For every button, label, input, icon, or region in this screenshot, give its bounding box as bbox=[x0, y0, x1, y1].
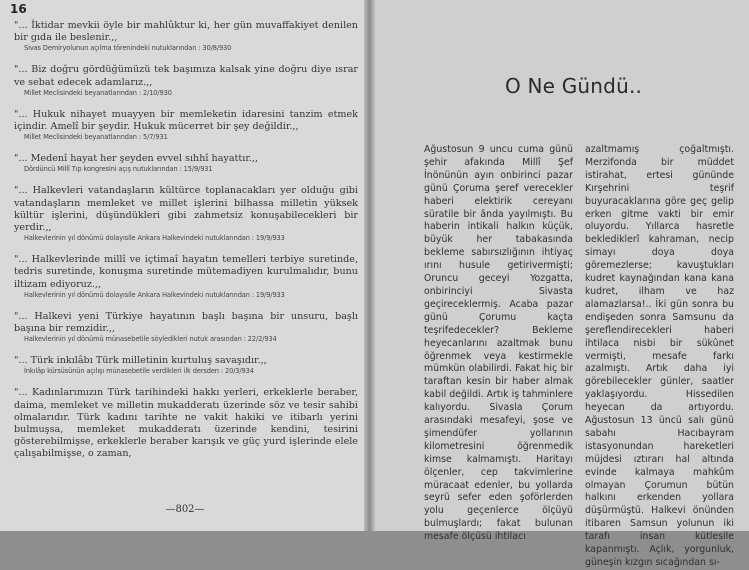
quote-item bbox=[14, 355, 358, 376]
quote-item bbox=[14, 153, 358, 174]
quote-text: "... Biz doğru gördüğümüzü tek başımıza kalsak yine doğru diye ısrar ve sebat edecek adamlarız.,, bbox=[14, 64, 358, 88]
folio-number: —802— bbox=[165, 504, 205, 515]
quote-source: Halkevlerinin yıl dönümü dolayısile Ankara Halkevindeki nutuklarından : 19/9/933 bbox=[24, 234, 285, 243]
quote-source: Millet Meclisindeki beyanatlarından : 2/10/930 bbox=[24, 88, 172, 97]
article-column-right: azaltmamış çoğaltmıştı. Merzifonda bir müddet istirahat, ertesi gününde Kırşehrini teşrif buyuracaklarına göre geç gelip erken gitme vakti bir emir oluyordu. Yıllarca hasretle beklediklerî kahraman, necip simayı doya doya göremezlerse; kavuştukları kudret kaynağından kana kana kudret, ilham ve haz alamazlarsa!.. İki gün sonra bu endişeden sonra Samsunu da şereflendirecekleri haberi ihtilaca nisbi bir sükûnet vermişti, mesafe farkı azalmıştı. Artık daha iyi görebilecekler günler, saatler yaklaşıyordu. Hissedilen heyecan da artıyordu. Ağustosun 13 üncü salı günü sabahı Hacıbayram istasyonundan hareketleri müjdesi ıztırarı hal altında evinde kalmaya mahkûm olmayan Çorumun bütün halkını erkenden yollara düşürmüştü. Halkevi önünden itibaren Samsun yolunun iki tarafı insan kütlesile kapanmıştı. Açlık, yorgunluk, güneşin kızgın sıcağından sı- bbox=[585, 144, 734, 568]
quote-text: "... Halkevi yeni Türkiye hayatının başlı başına bir unsuru, başlı başına bir remzidir.,, bbox=[14, 310, 358, 335]
quote-source: Dördüncü Millî Tıp kongresini açış nutuklarından : 15/9/931 bbox=[24, 165, 213, 174]
quote-text: "... Halkevlerinde millî ve içtimaî hayatın temelleri terbiye suretinde, tedris suretinde, konuşma suretinde mütemadiyen kurulmalıdır, bunu iltizam ediyoruz.,, bbox=[14, 254, 358, 290]
quote-item bbox=[14, 185, 358, 243]
article-column-left: Ağustosun 9 uncu cuma günü şehir afakında Millî Şef İnönünün ayın onbirinci pazar günü Çoruma şeref verecekler haberi elektirik cereyanı süratile bir ânda yayılmıştı. Bu haberin intikali halkın küçük, büyük her tabakasında bekleme sabırsızlığının ihtiyaç ırını husule getirivermişti; Oruncu geceyi Yozgatta, onbirinciyi Sivasta geçireceklermiş. Acaba pazar günü Çorumu kaçta teşrifedecekler? Bekleme heyecanlarını azaltmak bunu öğrenmek veya kestirmekle mümkün olabilirdi. Fakat hiç bir taraftan kesin bir haber almak kabil değildi. Artık iş tahminlere kalıyordu. Sivasla Çorum arasındaki mesafeyi, şose ve şimendüfer yollarının kilometresini öğrenmedik kimse kalmamıştı. Haritayı ölçenler, cep takvimlerine müracaat edenler, bu yollarda seyrü sefer eden şoförlerden yolu geçenlerce ölçüyü bulmuşlardı; fakat bulunan mesafe ölçüsü ihtilacı bbox=[424, 144, 573, 543]
quote-item bbox=[14, 254, 358, 300]
quote-item bbox=[14, 109, 358, 142]
quote-text: "... Türk inkılâbı Türk milletinin kurtuluş savaşıdır.,, bbox=[14, 355, 267, 367]
book-gutter bbox=[364, 0, 376, 531]
quote-item bbox=[14, 387, 358, 460]
left-page bbox=[0, 0, 370, 531]
article-title: O Ne Gündü.. bbox=[505, 74, 643, 98]
quote-source: Millet Meclisindeki beyanatlarından : 5/7/931 bbox=[24, 133, 168, 142]
quote-item bbox=[14, 311, 358, 344]
quote-item bbox=[14, 64, 358, 97]
quote-text: "... Medenî hayat her şeyden evvel sıhhî hayattır.,, bbox=[14, 153, 259, 165]
quote-text: "... İktidar mevkii öyle bir mahlûktur ki, her gün muvaffakiyet denilen bir gıda ile beslenir.,, bbox=[14, 20, 358, 44]
quote-source: Sivas Demiryolunun açılma törenindeki nutuklarından : 30/8/930 bbox=[24, 44, 232, 53]
quote-text: "... Kadınlarımızın Türk tarihindeki hakkı yerleri, erkeklerle beraber, daima, memleket ve milletin mukadderatı üzerinde söz ve tesir sahibi olmalarıdır. Türk kadını tarihte ne vakit hakiki ve itibarlı yerini bulmuşsa, memleket mukadderatı üzerinde kendini, tesirini gösterebilmişse, erkeklerle beraber karışık ve güç yurd işlerinde elele çalışabilmişse, o zaman, bbox=[14, 387, 358, 460]
quote-source: Halkevlerinin yıl dönümü dolayısile Ankara Halkevindeki nutuklarından : 19/9/933 bbox=[24, 290, 285, 299]
quote-source: Halkevlerinin yıl dönümü münasebetile söyledikleri nutuk arasından : 22/2/934 bbox=[24, 335, 277, 344]
quote-item bbox=[14, 20, 358, 53]
quote-text: "... Halkevleri vatandaşların kültürce toplanacakları yer olduğu gibi vatandaşların memleket ve millet işlerini bilhassa milletin yüksek kültür işlerini, düşündükleri gibi zahmetsiz konuşabilecekleri bir yerdir.,, bbox=[14, 185, 358, 234]
quote-text: "... Hukuk nihayet muayyen bir memleketin idaresini tanzim etmek içindir. Amelî bir şeydir. Hukuk mücerret bir şey değildir.,, bbox=[14, 108, 358, 133]
quote-source: İnkılâp kürsüsünün açılışı münasebetile verdikleri ilk dersden : 20/3/934 bbox=[24, 367, 254, 376]
quote-list bbox=[14, 20, 358, 461]
page-number: 16 bbox=[10, 2, 27, 16]
